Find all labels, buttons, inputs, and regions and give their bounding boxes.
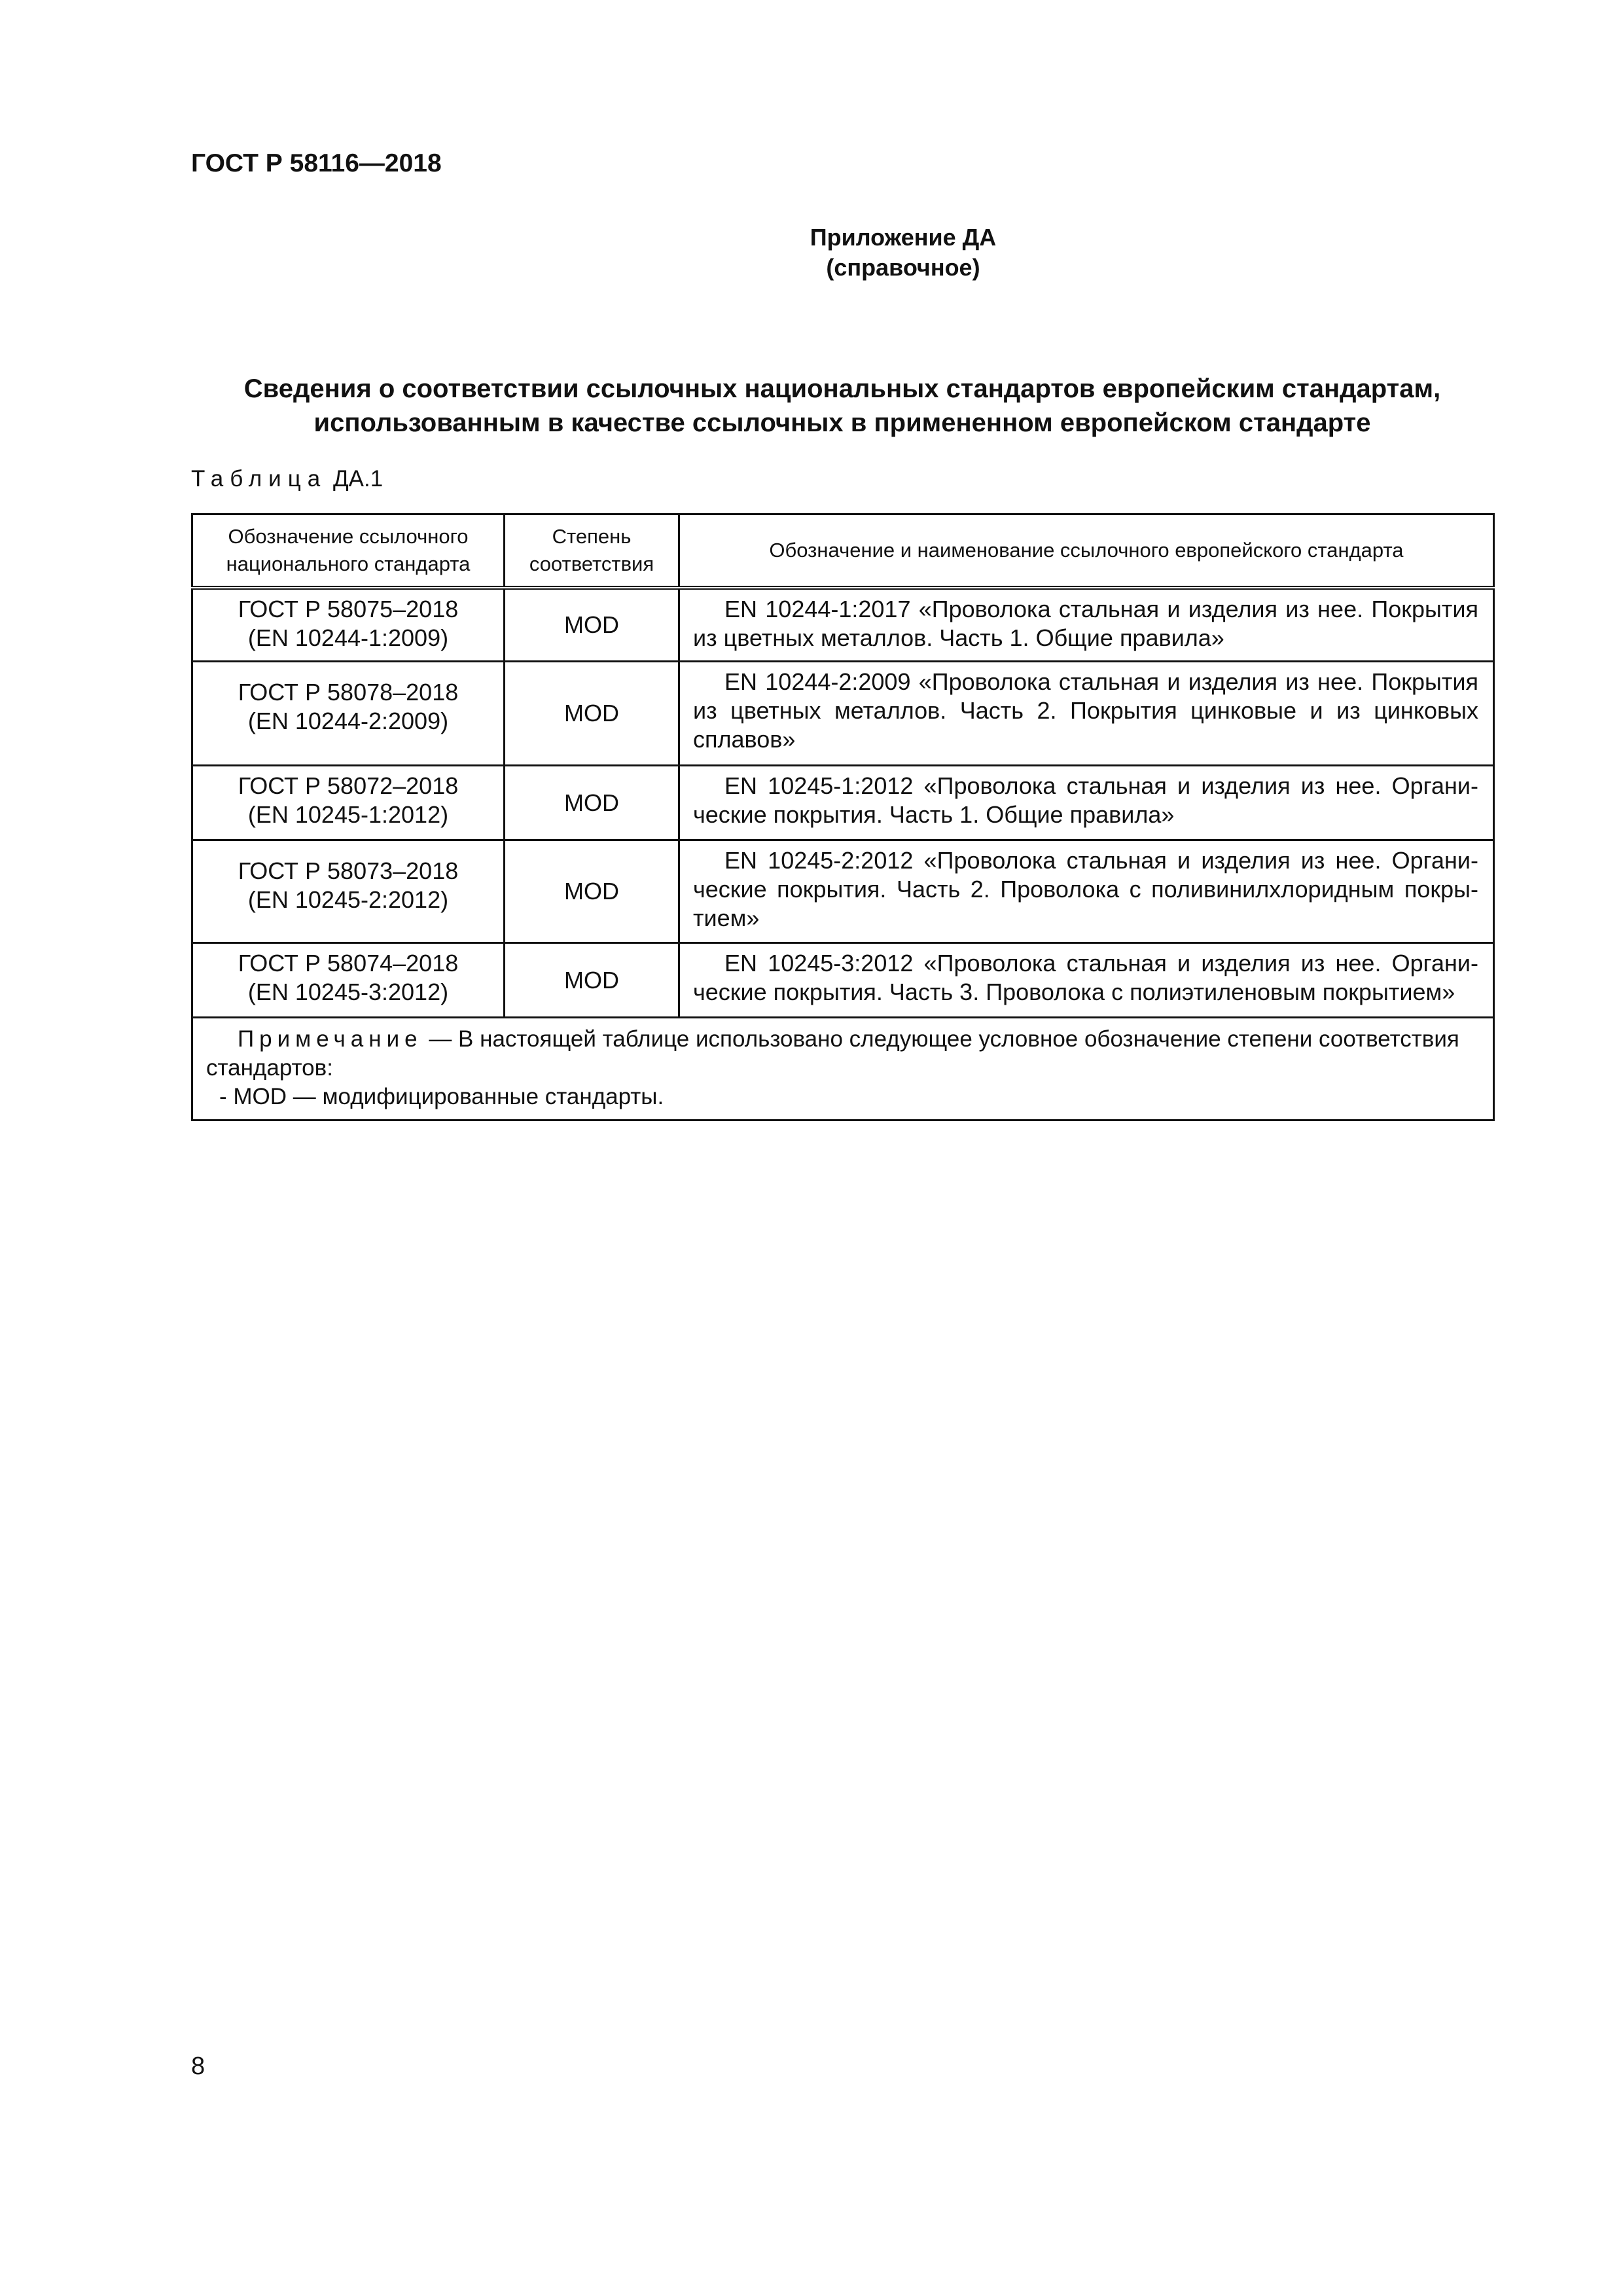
section-title-line1: Сведения о соответствии ссылочных национальных стандартов европейским стандартам,	[243, 374, 1441, 403]
annex-subtitle: (справочное)	[826, 254, 980, 281]
national-standard-reference: (EN 10244-2:2009)	[247, 708, 449, 734]
national-standard-cell	[192, 943, 505, 1018]
degree-cell: MOD	[505, 840, 679, 943]
column-header-degree: Степень соответствия	[505, 514, 679, 588]
annex-heading	[707, 223, 1099, 283]
national-standard-reference: (EN 10245-1:2012)	[247, 801, 449, 828]
table-row	[192, 662, 1494, 766]
degree-cell: MOD	[505, 943, 679, 1018]
column-header-european: Обозначение и наименование ссылочного европейского стандарта	[679, 514, 1494, 588]
note-label: Примечание	[238, 1026, 423, 1052]
national-standard-reference: (EN 10245-3:2012)	[247, 978, 449, 1005]
annex-title: Приложение ДА	[810, 224, 997, 251]
degree-cell: MOD	[505, 662, 679, 766]
national-standard-cell	[192, 588, 505, 662]
national-standard-code: ГОСТ Р 58074–2018	[238, 950, 459, 977]
degree-cell: MOD	[505, 766, 679, 840]
national-standard-cell	[192, 840, 505, 943]
national-standard-cell	[192, 662, 505, 766]
national-standard-reference: (EN 10245-2:2012)	[247, 886, 449, 913]
table-caption-word: Таблица	[191, 466, 327, 492]
section-title-line2: использованным в качестве ссылочных в примененном европейском стандарте	[313, 408, 1371, 437]
national-standard-code: ГОСТ Р 58078–2018	[238, 679, 459, 706]
table-row	[192, 766, 1494, 840]
column-header-national: Обозначение ссылочного национального стандарта	[192, 514, 505, 588]
table-row	[192, 943, 1494, 1018]
note-text	[206, 1025, 1480, 1083]
table-row	[192, 588, 1494, 662]
table-header-row	[192, 514, 1494, 588]
table-note	[192, 1018, 1494, 1121]
table-note-row	[192, 1018, 1494, 1121]
document-code: ГОСТ Р 58116—2018	[191, 149, 442, 177]
correspondence-table	[191, 513, 1495, 1121]
european-standard-cell: EN 10244-2:2009 «Проволока стальная и изделия из нее. Покрытия из цветных металлов. Часть 2. Покрытия цинковые и из цинковых сплавов»	[679, 662, 1494, 766]
european-standard-cell: EN 10245-2:2012 «Проволока стальная и изделия из нее. Органические покрытия. Часть 2. Проволока с поливинилхлоридным покрытием»	[679, 840, 1494, 943]
section-title	[191, 372, 1493, 440]
national-standard-reference: (EN 10244-1:2009)	[247, 624, 449, 651]
european-standard-cell: EN 10245-1:2012 «Проволока стальная и изделия из нее. Органические покрытия. Часть 1. Общие правила»	[679, 766, 1494, 840]
national-standard-code: ГОСТ Р 58073–2018	[238, 857, 459, 884]
degree-cell: MOD	[505, 588, 679, 662]
note-body: — В настоящей таблице использовано следующее условное обозначение степени соответствия стандартов:	[206, 1026, 1459, 1081]
national-standard-code: ГОСТ Р 58075–2018	[238, 596, 459, 622]
national-standard-cell	[192, 766, 505, 840]
european-standard-cell: EN 10244-1:2017 «Проволока стальная и изделия из нее. Покрытия из цветных металлов. Часть 1. Общие правила»	[679, 588, 1494, 662]
table-row	[192, 840, 1494, 943]
table-caption-number: ДА.1	[332, 466, 383, 492]
european-standard-cell: EN 10245-3:2012 «Проволока стальная и изделия из нее. Органические покрытия. Часть 3. Проволока с полиэтиленовым покрытием»	[679, 943, 1494, 1018]
note-list-item: - MOD — модифицированные стандарты.	[219, 1084, 664, 1109]
national-standard-code: ГОСТ Р 58072–2018	[238, 772, 459, 799]
table-caption	[191, 466, 383, 492]
page-number: 8	[191, 2053, 205, 2080]
